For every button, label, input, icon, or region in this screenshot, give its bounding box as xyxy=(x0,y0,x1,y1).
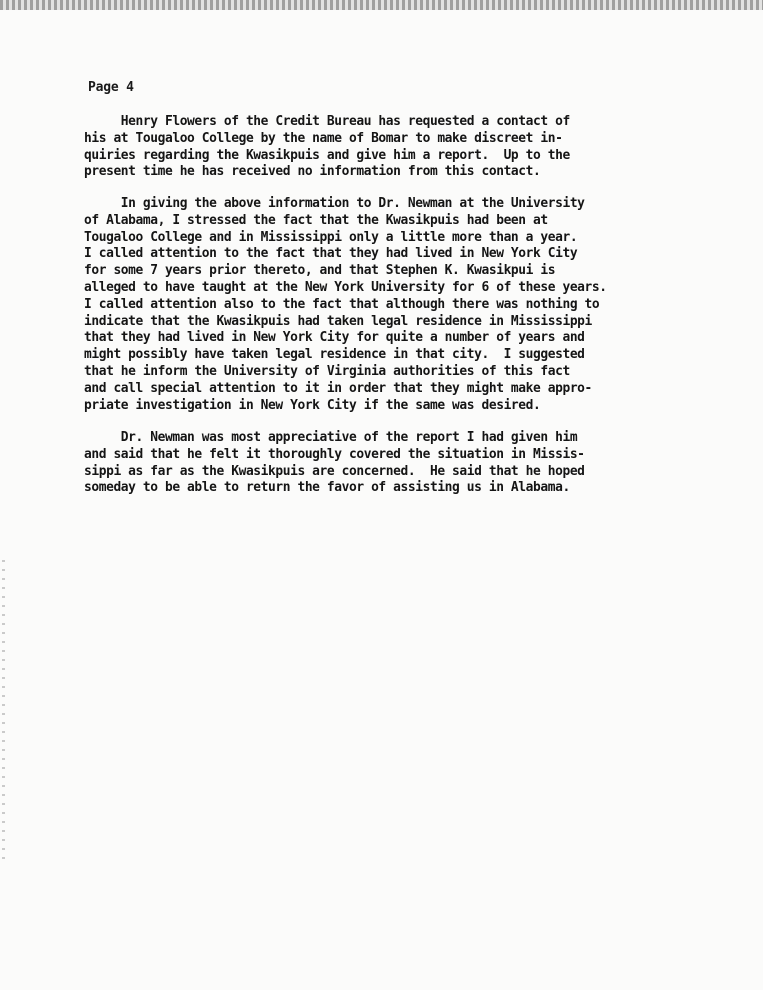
paragraph-credit-bureau: Henry Flowers of the Credit Bureau has requested a contact of his at Tougaloo College by the name of Bomar to make discreet in- quiries regarding the Kwasikpuis and give him a report. Up to the present time he has received no information from this contact. xyxy=(84,114,570,180)
paragraph-newman-appreciation: Dr. Newman was most appreciative of the report I had given him and said that he felt it thoroughly covered the situation in Missis- sippi as far as the Kwasikpuis are concerned. He said that he hoped someday to be able to return the favor of assisting us in Alabama. xyxy=(84,430,585,496)
page-number: Page 4 xyxy=(88,80,134,95)
scan-margin-noise xyxy=(2,560,5,860)
scan-top-edge xyxy=(0,0,763,10)
paragraph-newman-information: In giving the above information to Dr. Newman at the University of Alabama, I stressed the fact that the Kwasikpuis had been at Tougaloo College and in Mississippi only a little more than a year. I called attention to the fact that they had lived in New York City for some 7 years prior thereto, and that Stephen K. Kwasikpui is alleged to have taught at the New York University for 6 of these years. I called attention also to the fact that although there was nothing to indicate that the Kwasikpuis had taken legal residence in Mississippi that they had lived in New York City for quite a number of years and might possibly have taken legal residence in that city. I suggested that he inform the University of Virginia authorities of this fact and call special attention to it in order that they might make appro- priate investigation in New York City if the same was desired. xyxy=(84,196,607,413)
